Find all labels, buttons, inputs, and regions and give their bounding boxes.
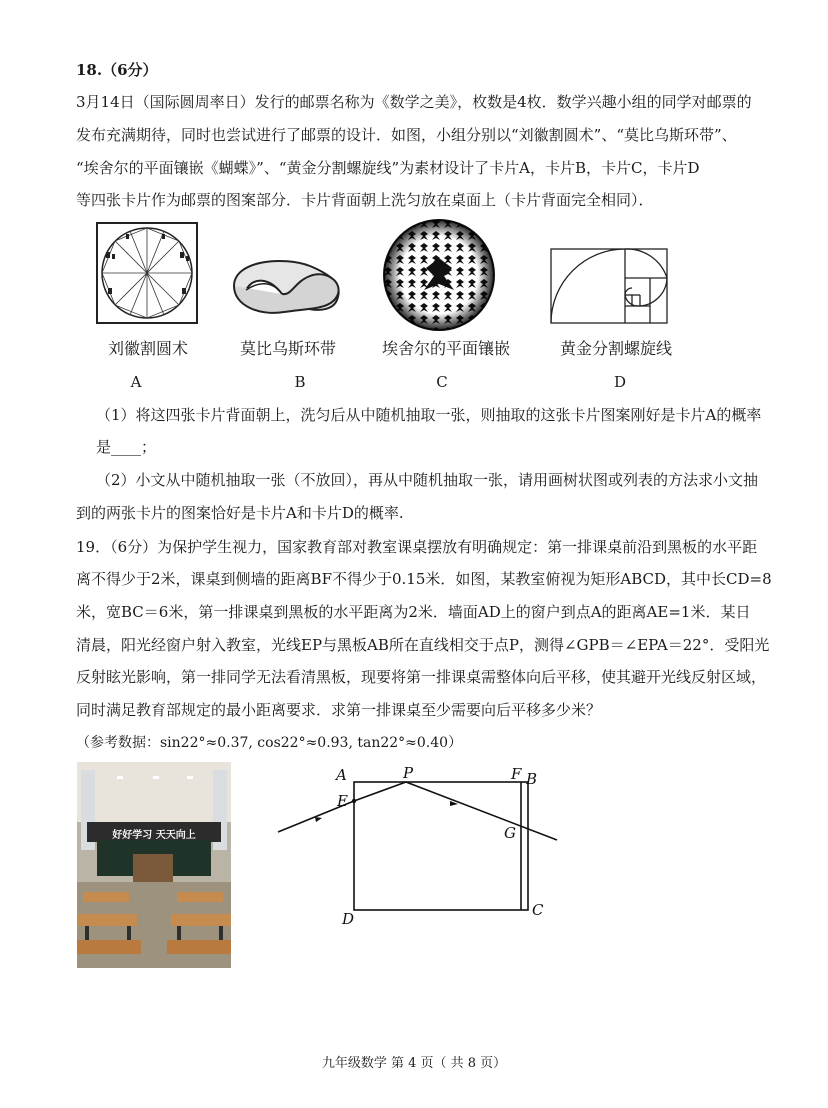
card-d-letter: D: [613, 373, 627, 391]
label-p: P: [403, 764, 414, 782]
card-d-golden-spiral-figure: [550, 248, 668, 326]
label-c: C: [532, 901, 544, 919]
q18-stem-line-2: 发布充满期待，同时也尝试进行了邮票的设计．如图，小组分别以“刘徽割圆术”、“莫比乌斯环带”、: [76, 126, 737, 144]
q19-line-5: 反射眩光影响，第一排同学无法看清黑板，现要将第一排课桌需整体向后平移，使其避开光线反射区域，: [76, 668, 767, 686]
classroom-geometry-figure: [270, 760, 570, 930]
card-b-mobius-figure: [224, 250, 348, 320]
card-b-name: 莫比乌斯环带: [239, 339, 336, 358]
q19-line-2: 离不得少于2米，课桌到侧墙的距离BF不得少于0.15米．如图，某教室俯视为矩形ABCD，其中长CD=8: [76, 570, 772, 588]
classroom-photo: [77, 762, 231, 968]
q19-line-3: 米，宽BC＝6米，第一排课桌到黑板的水平距离为2米．墙面AD上的窗户到点A的距离AE=1米．某日: [76, 603, 751, 621]
q18-stem-line-4: 等四张卡片作为邮票的图案部分．卡片背面朝上洗匀放在桌面上（卡片背面完全相同）．: [76, 191, 654, 209]
label-e: E: [337, 792, 348, 810]
card-c-letter: C: [436, 373, 448, 391]
card-d-name: 黄金分割螺旋线: [559, 339, 672, 358]
q18-stem-line-1: 3月14日（国际圆周率日）发行的邮票名称为《数学之美》，枚数是4枚．数学兴趣小组的同学对邮票的: [76, 93, 752, 111]
card-b-letter: B: [294, 373, 306, 391]
photo-banner-text: 好好学习 天天向上: [112, 830, 196, 841]
label-b: B: [526, 770, 538, 788]
card-c-name: 埃舍尔的平面镶嵌: [381, 339, 510, 358]
q19-line-1: 19．（6分）为保护学生视力，国家教育部对教室课桌摆放有明确规定：第一排课桌前沿到黑板的水平距: [76, 538, 758, 556]
card-a-letter: A: [130, 373, 142, 391]
q19-line-4: 清晨，阳光经窗户射入教室，光线EP与黑板AB所在直线相交于点P，测得∠GPB＝∠EPA＝22°．受阳光: [76, 636, 770, 654]
q19-line-6: 同时满足教育部规定的最小距离要求．求第一排课桌至少需要向后平移多少米？: [76, 701, 602, 719]
card-c-escher-figure: [382, 218, 496, 332]
q18-part2-line-2: 到的两张卡片的图案恰好是卡片A和卡片D的概率.: [76, 504, 404, 522]
q19-reference-data: （参考数据：sin22°≈0.37, cos22°≈0.93, tan22°≈0.40）: [76, 735, 463, 751]
card-a-name: 刘徽割圆术: [107, 339, 188, 358]
label-g: G: [504, 824, 516, 842]
q18-stem-line-3: “埃舍尔的平面镶嵌《蝴蝶》”、“黄金分割螺旋线”为素材设计了卡片A，卡片B，卡片C，卡片D: [76, 159, 700, 177]
q18-part2-line-1: （2）小文从中随机抽取一张（不放回），再从中随机抽取一张，请用画树状图或列表的方法求小文抽: [96, 471, 759, 489]
label-d: D: [342, 910, 355, 928]
label-f: F: [511, 765, 522, 783]
q18-part1-line-1: （1）将这四张卡片背面朝上，洗匀后从中随机抽取一张，则抽取的这张卡片图案刚好是卡片A的概率: [96, 406, 762, 424]
label-a: A: [336, 766, 347, 784]
card-a-liuhui-figure: [96, 222, 198, 324]
q18-part1-line-2: 是____；: [96, 438, 157, 456]
q18-number: 18.（6分）: [76, 61, 158, 79]
page-footer: 九年级数学 第 4 页（ 共 8 页）: [321, 1056, 507, 1071]
